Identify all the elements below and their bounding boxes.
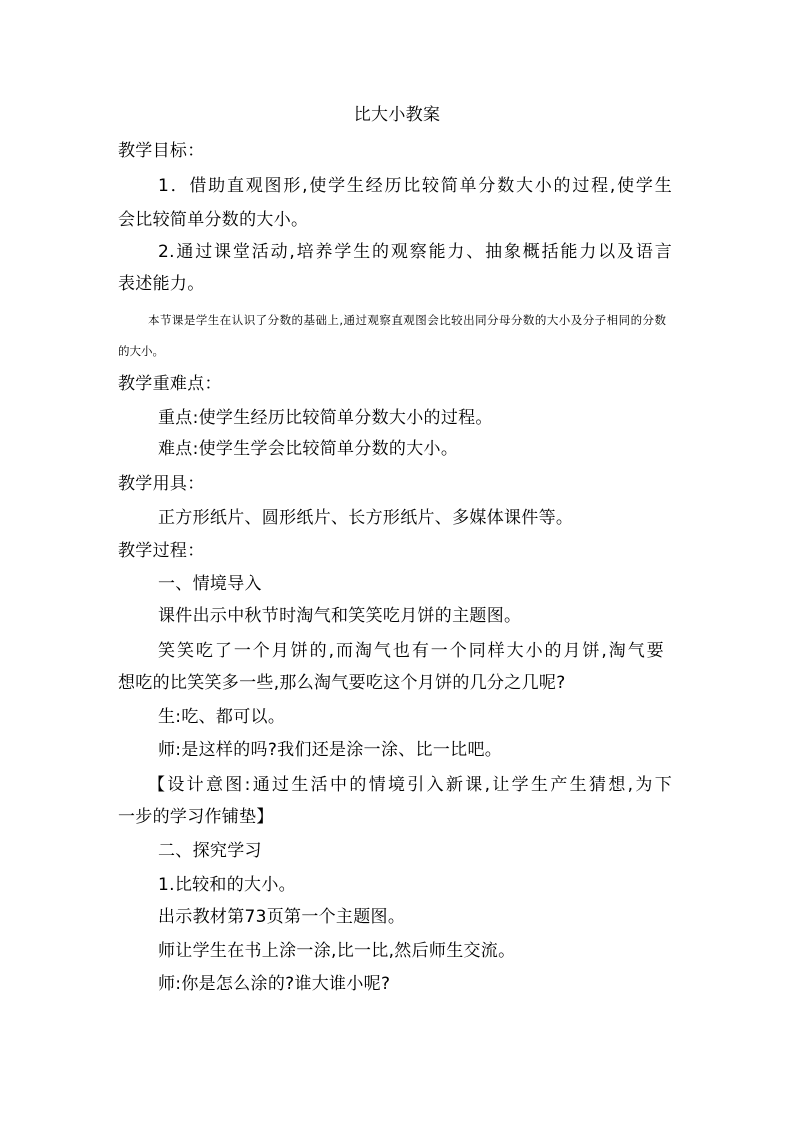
section-2-paragraph-2: 出示教材第73页第一个主题图。 — [158, 907, 406, 927]
section-1-paragraph-1: 课件出示中秋节时淘气和笑笑吃月饼的主题图。 — [158, 606, 522, 626]
section-2-heading: 二、探究学习 — [158, 841, 262, 861]
keypoints-heading: 教学重难点： — [118, 374, 222, 394]
section-2-paragraph-3: 师让学生在书上涂一涂,比一比,然后师生交流。 — [158, 941, 516, 961]
objective-1-line-2: 会比较简单分数的大小。 — [118, 210, 309, 230]
tools-text: 正方形纸片、圆形纸片、长方形纸片、多媒体课件等。 — [158, 508, 574, 528]
objectives-heading: 教学目标： — [118, 141, 205, 161]
objective-2-line-2: 表述能力。 — [118, 274, 205, 294]
process-heading: 教学过程： — [118, 541, 205, 561]
keypoint-text: 重点:使学生经历比较简单分数大小的过程。 — [158, 408, 493, 428]
lesson-note-line-1: 本节课是学生在认识了分数的基础上,通过观察直观图会比较出同分母分数的大小及分子相同的分数 — [148, 313, 666, 327]
section-2-paragraph-4: 师:你是怎么涂的?谁大谁小呢? — [158, 974, 391, 994]
objective-2-line-1: 2.通过课堂活动,培养学生的观察能力、抽象概括能力以及语言 — [158, 242, 672, 262]
section-2-paragraph-1: 1.比较和的大小。 — [158, 875, 296, 895]
tools-heading: 教学用具： — [118, 474, 205, 494]
section-1-paragraph-4: 师:是这样的吗?我们还是涂一涂、比一比吧。 — [158, 740, 503, 760]
objective-1-line-1: 1．借助直观图形,使学生经历比较简单分数大小的过程,使学生 — [158, 176, 672, 196]
section-1-paragraph-2-line-1: 笑笑吃了一个月饼的,而淘气也有一个同样大小的月饼,淘气要 — [158, 641, 664, 661]
design-intent-line-1: 【设计意图:通过生活中的情境引入新课,让学生产生猜想,为下 — [148, 775, 672, 795]
section-1-paragraph-3: 生:吃、都可以。 — [158, 707, 286, 727]
design-intent-line-2: 一步的学习作铺垫】 — [118, 807, 274, 827]
difficulty-text: 难点:使学生学会比较简单分数的大小。 — [158, 439, 459, 459]
lesson-note-line-2: 的大小。 — [118, 344, 164, 358]
section-1-paragraph-2-line-2: 想吃的比笑笑多一些,那么淘气要吃这个月饼的几分之几呢? — [118, 673, 566, 693]
page-title: 比大小教案 — [353, 105, 441, 125]
section-1-heading: 一、情境导入 — [158, 574, 262, 594]
